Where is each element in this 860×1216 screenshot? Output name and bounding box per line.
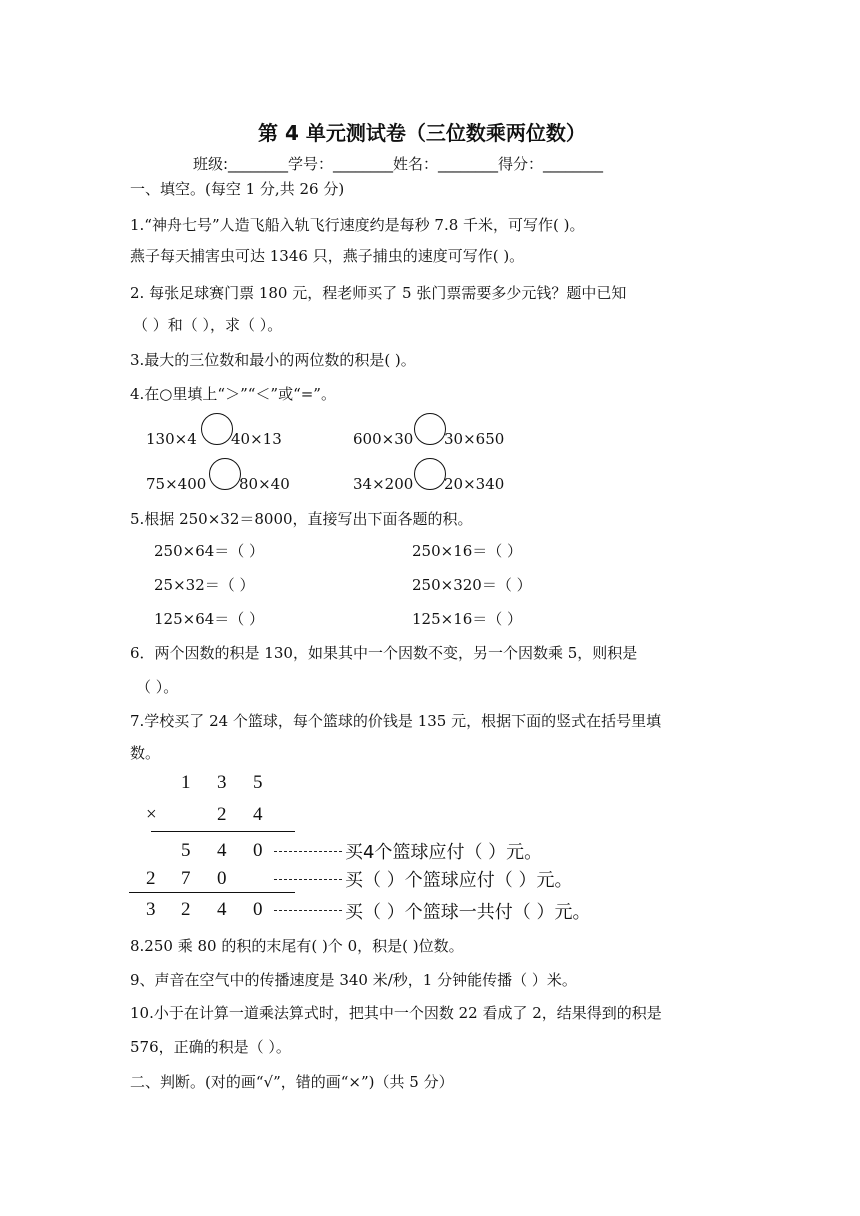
result-digit: 0 [253,899,263,920]
leader-line [274,879,342,880]
calc-underline [129,892,295,893]
compare-circle[interactable] [414,413,446,445]
question-2-line1: 2. 每张足球赛门票 180 元，程老师买了 5 张门票需要多少元钱？题中已知 [130,284,627,302]
question-3-line1: 3.最大的三位数和最小的两位数的积是( )。 [130,351,416,369]
compare-left: 75×400 [146,475,207,493]
product-blank: 250×16＝（ ） [412,542,523,560]
calc-underline [151,831,295,832]
product-blank: 125×64＝（ ） [154,610,265,628]
times-sign: × [146,804,157,825]
result-digit: 4 [217,899,227,920]
section2-heading: 二、判断。(对的画“√”，错的画“×”)（共 5 分） [130,1073,454,1091]
student-info-line: 班级:________学号：________姓名：________得分：________ [193,155,604,173]
leader-line [274,851,342,852]
leader-line [274,910,342,911]
question-2-line2: （ ）和（ ），求（ ）。 [133,316,283,334]
multiplicand-digit: 5 [253,772,263,793]
partial2-digit: 0 [217,868,227,889]
compare-circle[interactable] [209,458,241,490]
compare-right: 40×13 [231,430,282,448]
partial2-digit: 7 [181,868,191,889]
product-blank: 250×320＝（ ） [412,576,532,594]
question-1-line2: 燕子每天捕害虫可达 1346 只，燕子捕虫的速度可写作( )。 [130,247,525,265]
compare-left: 34×200 [353,475,414,493]
annotation-1: 买4个篮球应付（ ）元。 [345,842,543,863]
question-6-line1: 6．两个因数的积是 130，如果其中一个因数不变，另一个因数乘 5，则积是 [130,644,638,662]
compare-left: 130×4 [146,430,197,448]
question-5-line1: 5.根据 250×32＝8000，直接写出下面各题的积。 [130,510,473,528]
product-blank: 125×16＝（ ） [412,610,523,628]
compare-right: 80×40 [239,475,290,493]
compare-circle[interactable] [414,458,446,490]
compare-left: 600×30 [353,430,414,448]
multiplier-digit: 4 [253,804,263,825]
compare-right: 20×340 [444,475,505,493]
product-blank: 25×32＝（ ） [154,576,255,594]
question-9-line1: 9、声音在空气中的传播速度是 340 米/秒，1 分钟能传播（ ）米。 [130,971,577,989]
compare-right: 30×650 [444,430,505,448]
page-title: 第 4 单元测试卷（三位数乘两位数） [258,121,586,145]
question-6-line2: （ ）。 [136,678,179,696]
partial1-digit: 0 [253,840,263,861]
question-10-line1: 10.小于在计算一道乘法算式时，把其中一个因数 22 看成了 2，结果得到的积是 [130,1004,662,1022]
compare-circle[interactable] [201,413,233,445]
multiplier-digit: 2 [217,804,227,825]
question-10-line2: 576，正确的积是（ ）。 [130,1038,291,1056]
partial1-digit: 4 [217,840,227,861]
section1-heading: 一、填空。(每空 1 分,共 26 分) [130,180,345,198]
multiplicand-digit: 3 [217,772,227,793]
multiplicand-digit: 1 [181,772,191,793]
result-digit: 2 [181,899,191,920]
partial2-digit: 2 [146,868,156,889]
question-4-line1: 4.在○里填上“＞”“＜”或“=”。 [130,385,336,403]
product-blank: 250×64＝（ ） [154,542,265,560]
question-1-line1: 1.“神舟七号”人造飞船入轨飞行速度约是每秒 7.8 千米，可写作( )。 [130,216,585,234]
question-7-line1: 7.学校买了 24 个篮球，每个篮球的价钱是 135 元，根据下面的竖式在括号里填 [130,712,662,730]
annotation-2: 买（ ）个篮球应付（ ）元。 [345,870,573,891]
partial1-digit: 5 [181,840,191,861]
annotation-3: 买（ ）个篮球一共付（ ）元。 [345,902,591,923]
question-8-line1: 8.250 乘 80 的积的末尾有( )个 0，积是( )位数。 [130,937,464,955]
result-digit: 3 [146,899,156,920]
question-7-line2: 数。 [130,744,161,762]
